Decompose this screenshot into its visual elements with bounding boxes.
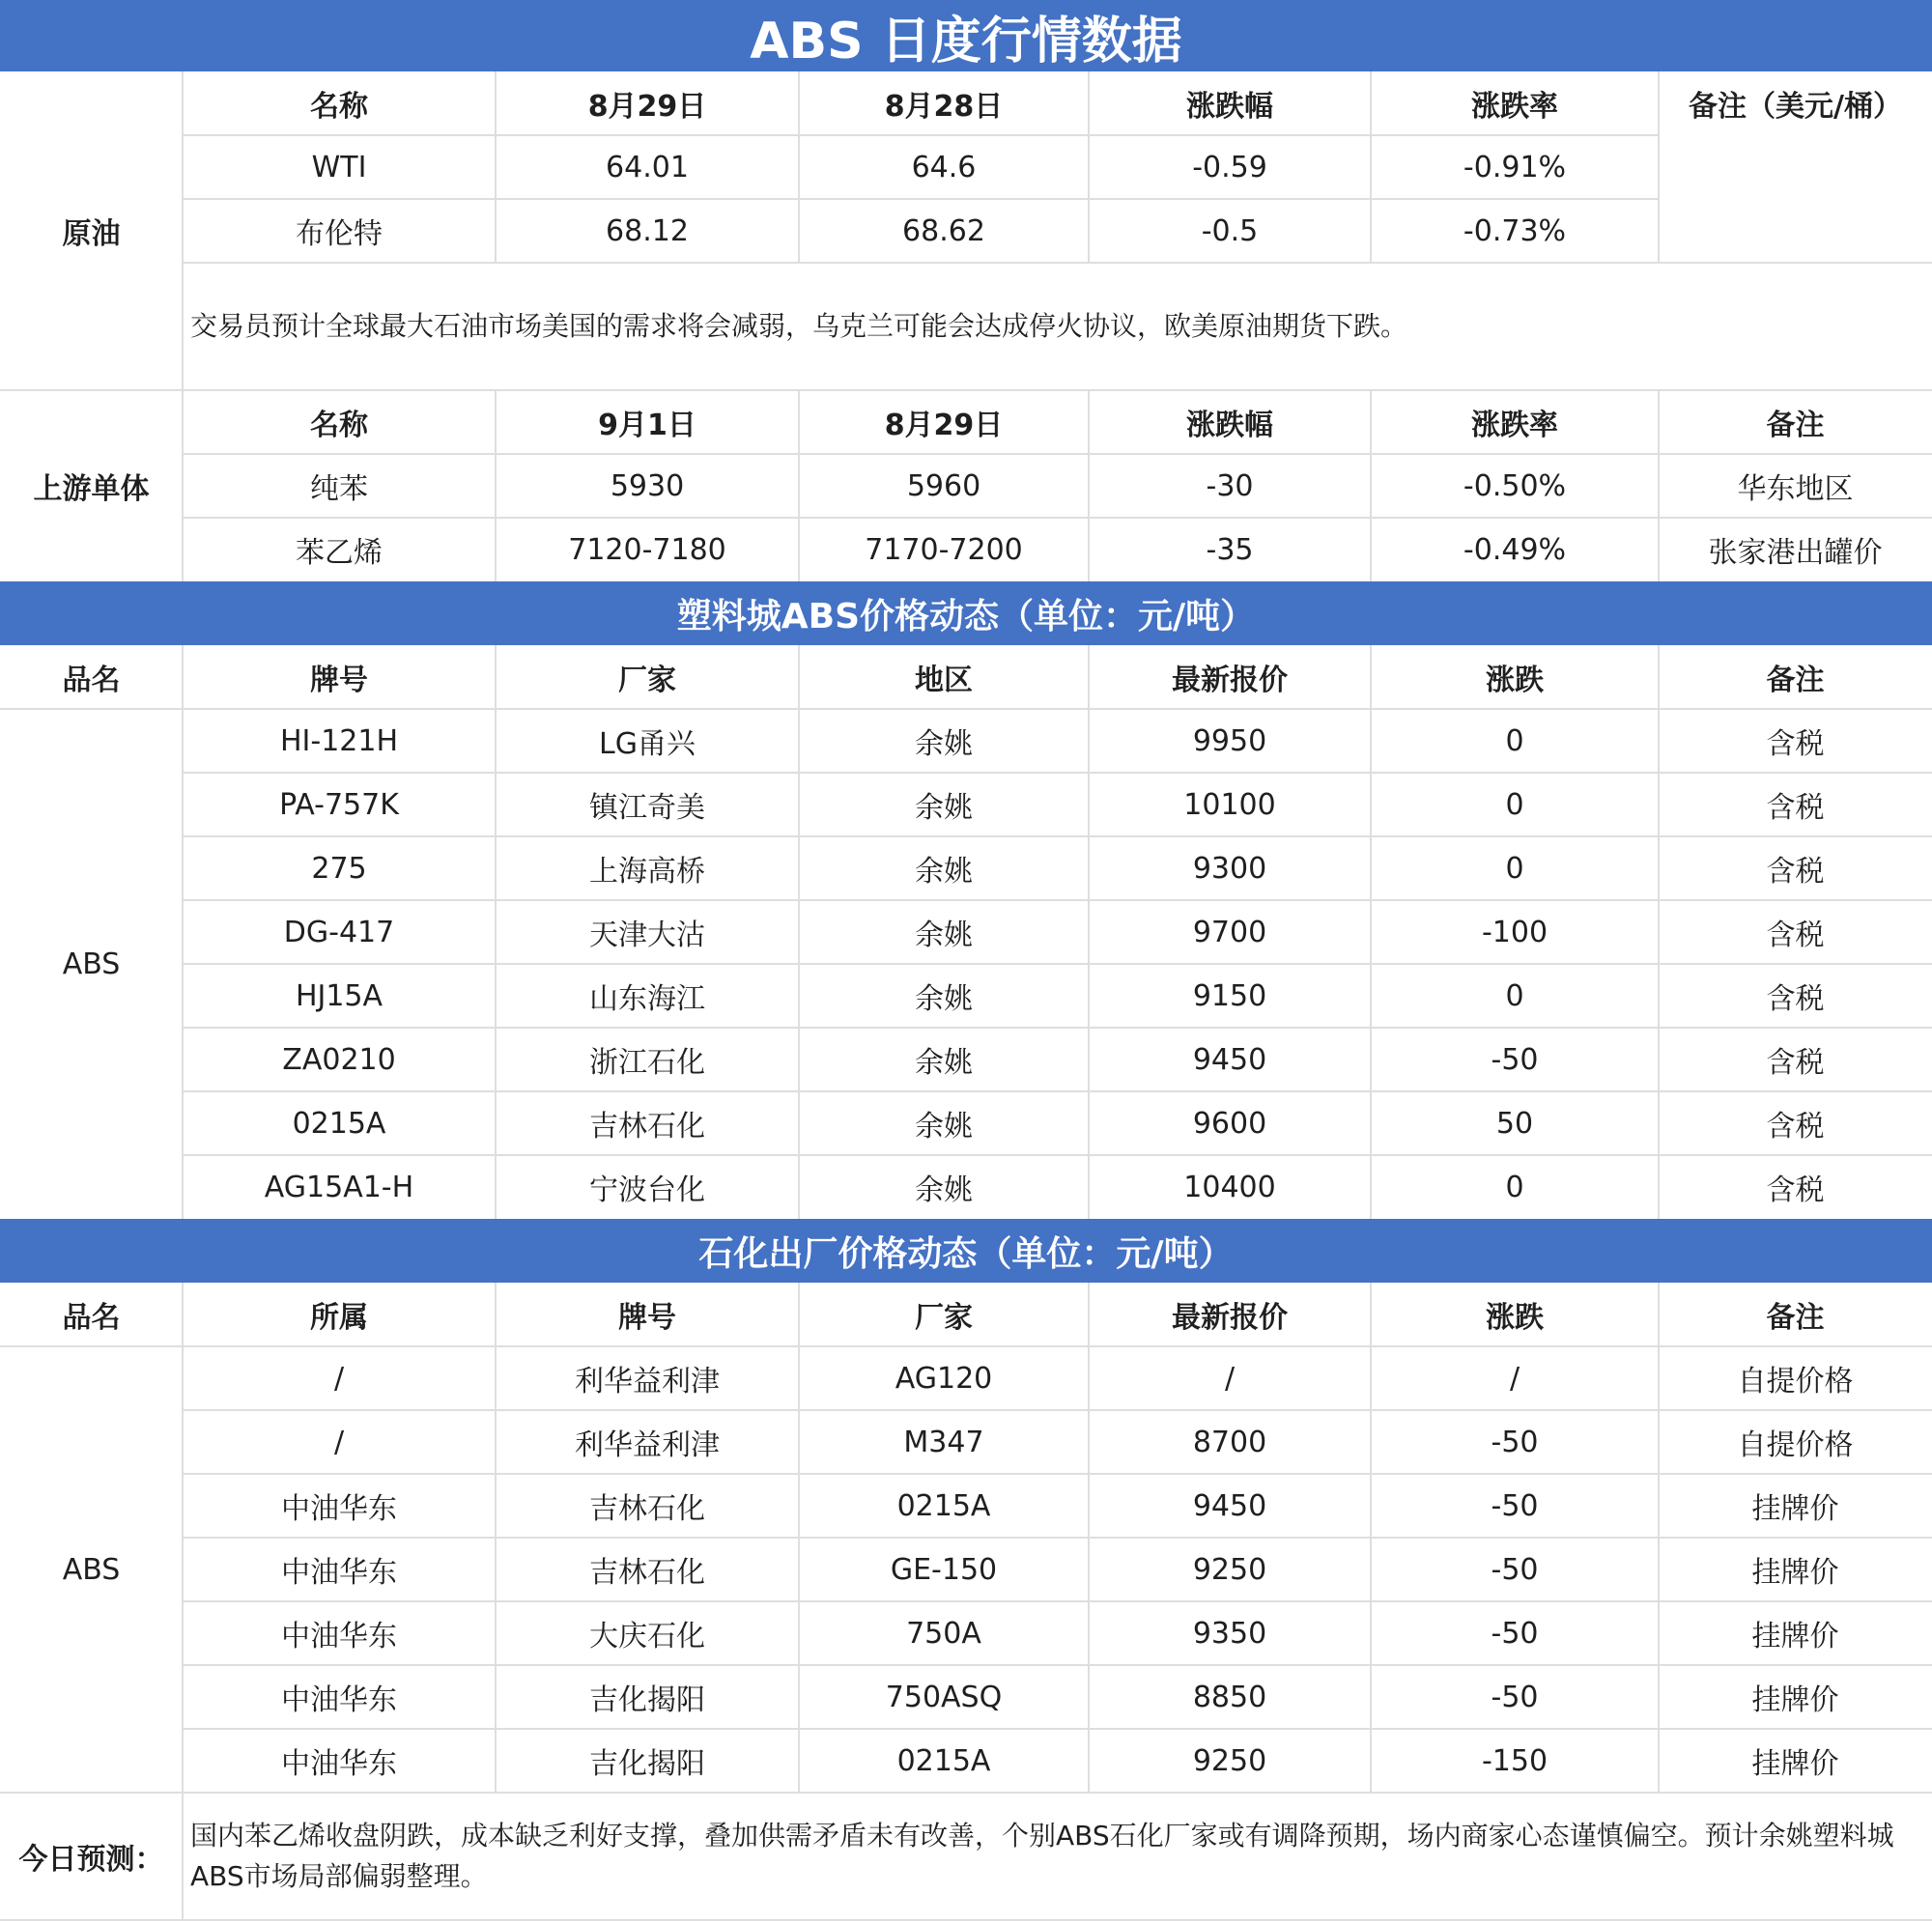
forecast-label: 今日预测： (18, 1843, 164, 1877)
grid-line-v (798, 390, 800, 581)
upstream-cell: -35 (1206, 532, 1254, 567)
crude-cell: 64.6 (911, 150, 977, 184)
grid-line-h (183, 1473, 1932, 1475)
plastic-cell: AG15A1-H (264, 1170, 414, 1204)
upstream-section-label: 上游单体 (33, 472, 150, 506)
grid-line-h (183, 772, 1932, 774)
plastic-cell: 275 (311, 851, 367, 886)
grid-line-h (183, 1409, 1932, 1411)
upstream-cell: -0.49% (1463, 532, 1567, 567)
crude-header-1: 8月29日 (587, 90, 707, 124)
petrochem-cell: 0215A (896, 1488, 991, 1523)
petrochem-cell: 8700 (1192, 1425, 1267, 1459)
petrochem-cell: 中油华东 (281, 1747, 397, 1781)
petrochem-cell: 中油华东 (281, 1556, 397, 1590)
crude-news-note: 交易员预计全球最大石油市场美国的需求将会减弱，乌克兰可能会达成停火协议，欧美原油期货下跌。 (190, 310, 1408, 342)
plastic-cell: 0 (1505, 978, 1524, 1013)
upstream-header-2: 8月29日 (884, 409, 1004, 442)
petrochem-cell: 9250 (1192, 1552, 1267, 1587)
plastic-product-label: ABS (62, 947, 121, 981)
plastic-header-0: 品名 (62, 664, 121, 697)
upstream-cell: 5930 (610, 468, 685, 503)
plastic-cell: 余姚 (915, 855, 973, 889)
grid-line-v (1658, 1283, 1660, 1793)
petrochem-cell: 挂牌价 (1751, 1683, 1839, 1717)
grid-line-v (1088, 645, 1090, 1219)
grid-line-h (183, 134, 1659, 136)
petrochem-cell: 吉化揭阳 (589, 1683, 705, 1717)
petrochem-cell: 中油华东 (281, 1620, 397, 1653)
plastic-cell: 0215A (292, 1106, 386, 1141)
petrochem-header-1: 所属 (310, 1301, 368, 1335)
grid-line-v (495, 645, 497, 1219)
plastic-cell: 9950 (1192, 723, 1267, 758)
petrochem-cell: 吉林石化 (589, 1556, 705, 1590)
plastic-cell: 0 (1505, 787, 1524, 822)
plastic-cell: 9450 (1192, 1042, 1267, 1077)
grid-line-v (1088, 1283, 1090, 1793)
grid-line-v (495, 71, 497, 263)
petrochem-cell: / (333, 1361, 345, 1396)
grid-line-v (182, 71, 184, 390)
petrochem-cell: 9450 (1192, 1488, 1267, 1523)
plastic-cell: 含税 (1766, 1046, 1825, 1080)
grid-line-v (1658, 645, 1660, 1219)
plastic-cell: 9150 (1192, 978, 1267, 1013)
grid-line-h (183, 708, 1932, 710)
plastic-cell: 余姚 (915, 791, 973, 825)
grid-line-v (182, 645, 184, 1219)
grid-line-h (183, 198, 1659, 200)
plastic-cell: PA-757K (279, 787, 399, 822)
plastic-cell: 含税 (1766, 919, 1825, 952)
crude-header-2: 8月28日 (884, 90, 1004, 124)
grid-line-v (1088, 390, 1090, 581)
plastic-cell: 9300 (1192, 851, 1267, 886)
upstream-cell: -0.50% (1463, 468, 1567, 503)
plastic-header-1: 牌号 (310, 664, 368, 697)
petrochem-cell: 9350 (1192, 1616, 1267, 1651)
petrochem-cell: 吉林石化 (589, 1492, 705, 1526)
upstream-cell: 张家港出罐价 (1708, 536, 1883, 570)
plastic-cell: HI-121H (279, 723, 399, 758)
petrochem-cell: 中油华东 (281, 1492, 397, 1526)
plastic-cell: 上海高桥 (589, 855, 705, 889)
grid-line-h (183, 899, 1932, 901)
crude-cell: WTI (311, 150, 367, 184)
petrochem-cell: M347 (903, 1425, 984, 1459)
grid-line-h (183, 1345, 1932, 1347)
grid-line-v (798, 1283, 800, 1793)
plastic-cell: 9700 (1192, 915, 1267, 949)
upstream-header-1: 9月1日 (598, 409, 696, 442)
plastic-cell: 50 (1495, 1106, 1534, 1141)
petrochem-cell: 吉化揭阳 (589, 1747, 705, 1781)
crude-header-5: 备注（美元/桶） (1689, 90, 1902, 124)
plastic-cell: 吉林石化 (589, 1110, 705, 1144)
plastic-cell: 余姚 (915, 919, 973, 952)
plastic-cell: 含税 (1766, 727, 1825, 761)
petrochem-cell: -50 (1491, 1488, 1539, 1523)
petrochem-header-5: 涨跌 (1486, 1301, 1544, 1335)
upstream-cell: 7120-7180 (568, 532, 726, 567)
grid-line-h (183, 963, 1932, 965)
plastic-cell: 10100 (1183, 787, 1276, 822)
upstream-header-5: 备注 (1766, 409, 1825, 442)
plastic-cell: ZA0210 (282, 1042, 396, 1077)
plastic-cell: 浙江石化 (589, 1046, 705, 1080)
plastic-header-3: 地区 (915, 664, 973, 697)
plastic-cell: 0 (1505, 1170, 1524, 1204)
crude-header-3: 涨跌幅 (1186, 90, 1273, 124)
crude-cell: -0.73% (1463, 213, 1567, 248)
grid-line-h (183, 1728, 1932, 1730)
grid-line-h (0, 1919, 1932, 1921)
upstream-cell: -30 (1206, 468, 1254, 503)
grid-line-h (183, 1600, 1932, 1602)
petrochem-cell: 挂牌价 (1751, 1556, 1839, 1590)
plastic-cell: 9600 (1192, 1106, 1267, 1141)
grid-line-v (182, 1283, 184, 1793)
upstream-header-0: 名称 (310, 409, 368, 442)
plastic-cell: 含税 (1766, 982, 1825, 1016)
petrochem-cell: 挂牌价 (1751, 1747, 1839, 1781)
crude-cell: -0.91% (1463, 150, 1567, 184)
plastic-cell: 余姚 (915, 1110, 973, 1144)
upstream-header-4: 涨跌率 (1471, 409, 1558, 442)
crude-cell: -0.5 (1201, 213, 1259, 248)
plastic-header-5: 涨跌 (1486, 664, 1544, 697)
crude-cell: 68.62 (902, 213, 985, 248)
grid-line-h (183, 835, 1932, 837)
petrochem-cell: 750ASQ (885, 1680, 1003, 1714)
petrochem-cell: 自提价格 (1737, 1428, 1854, 1462)
grid-line-h (183, 1154, 1932, 1156)
grid-line-h (183, 1090, 1932, 1092)
plastic-cell: 余姚 (915, 1046, 973, 1080)
plastic-cell: 天津大沽 (589, 919, 705, 952)
grid-line-v (182, 390, 184, 581)
grid-line-v (495, 390, 497, 581)
petrochem-cell: 9250 (1192, 1743, 1267, 1778)
plastic-cell: -50 (1491, 1042, 1539, 1077)
grid-line-v (182, 1793, 184, 1920)
grid-line-v (798, 645, 800, 1219)
upstream-cell: 苯乙烯 (296, 536, 383, 570)
grid-line-h (183, 1027, 1932, 1029)
grid-line-h (183, 517, 1932, 519)
plastic-cell: 宁波台化 (589, 1173, 705, 1207)
grid-line-v (1658, 71, 1660, 263)
crude-header-4: 涨跌率 (1471, 90, 1558, 124)
petrochem-cell: 挂牌价 (1751, 1620, 1839, 1653)
grid-line-v (798, 71, 800, 263)
crude-cell: 布伦特 (296, 217, 383, 251)
plastic-cell: 余姚 (915, 727, 973, 761)
plastic-cell: 含税 (1766, 1110, 1825, 1144)
forecast-text: 国内苯乙烯收盘阴跌，成本缺乏利好支撑，叠加供需矛盾未有改善，个别ABS石化厂家或有调降预期，场内商家心态谨慎偏空。预计余姚塑料城ABS市场局部偏弱整理。 (190, 1820, 1894, 1892)
petrochem-cell: / (333, 1425, 345, 1459)
plastic-cell: 镇江奇美 (589, 791, 705, 825)
petrochem-cell: 8850 (1192, 1680, 1267, 1714)
plastic-cell: -100 (1481, 915, 1548, 949)
plastic-cell: 余姚 (915, 1173, 973, 1207)
plastic-cell: DG-417 (283, 915, 395, 949)
grid-line-v (1370, 71, 1372, 263)
petrochem-cell: 大庆石化 (589, 1620, 705, 1653)
grid-line-v (495, 1283, 497, 1793)
grid-line-h (183, 1537, 1932, 1539)
petrochem-cell: -150 (1481, 1743, 1548, 1778)
plastic-cell: 10400 (1183, 1170, 1276, 1204)
petrochem-cell: AG120 (895, 1361, 993, 1396)
upstream-cell: 纯苯 (310, 472, 368, 506)
plastic-cell: LG甬兴 (599, 727, 696, 761)
petrochem-product-label: ABS (62, 1552, 121, 1587)
grid-line-v (1088, 71, 1090, 263)
petrochem-cell: -50 (1491, 1616, 1539, 1651)
crude-header-0: 名称 (310, 90, 368, 124)
petrochem-cell: GE-150 (890, 1552, 998, 1587)
petrochem-cell: / (1509, 1361, 1520, 1396)
plastic-cell: 余姚 (915, 982, 973, 1016)
plastic-cell: 含税 (1766, 855, 1825, 889)
plastic-header-6: 备注 (1766, 664, 1825, 697)
upstream-cell: 华东地区 (1737, 472, 1854, 506)
petrochem-header-6: 备注 (1766, 1301, 1825, 1335)
upstream-header-3: 涨跌幅 (1186, 409, 1273, 442)
petrochem-header-3: 厂家 (915, 1301, 973, 1335)
crude-cell: 68.12 (606, 213, 689, 248)
grid-line-h (183, 262, 1932, 264)
grid-line-h (183, 1664, 1932, 1666)
petrochem-cell: 利华益利津 (575, 1428, 720, 1462)
petrochem-cell: 利华益利津 (575, 1365, 720, 1399)
petrochem-cell: -50 (1491, 1552, 1539, 1587)
petrochem-header-2: 牌号 (618, 1301, 676, 1335)
page-title: ABS 日度行情数据 (0, 0, 1932, 71)
crude-section-label: 原油 (62, 217, 121, 251)
plastic-cell: 0 (1505, 723, 1524, 758)
plastic-header-2: 厂家 (618, 664, 676, 697)
petrochem-cell: -50 (1491, 1680, 1539, 1714)
upstream-cell: 5960 (906, 468, 981, 503)
petrochem-header-0: 品名 (62, 1301, 121, 1335)
petrochem-header-4: 最新报价 (1172, 1301, 1288, 1335)
petrochem-cell: / (1224, 1361, 1236, 1396)
grid-line-h (0, 1345, 183, 1347)
crude-cell: 64.01 (606, 150, 689, 184)
grid-line-h (183, 453, 1932, 455)
upstream-cell: 7170-7200 (865, 532, 1023, 567)
grid-line-v (1370, 390, 1372, 581)
crude-cell: -0.59 (1192, 150, 1267, 184)
grid-line-v (1370, 1283, 1372, 1793)
petrochem-cell: 中油华东 (281, 1683, 397, 1717)
petrochem-cell: 自提价格 (1737, 1365, 1854, 1399)
grid-line-v (1370, 645, 1372, 1219)
petrochem-cell: 750A (906, 1616, 981, 1651)
plastic-cell: 含税 (1766, 1173, 1825, 1207)
plastic-cell: HJ15A (295, 978, 384, 1013)
petrochem-cell: 0215A (896, 1743, 991, 1778)
plastic-cell: 山东海江 (589, 982, 705, 1016)
plastic-cell: 0 (1505, 851, 1524, 886)
plastic-header-4: 最新报价 (1172, 664, 1288, 697)
plastic-cell: 含税 (1766, 791, 1825, 825)
plastic-city-band: 塑料城ABS价格动态（单位：元/吨） (0, 581, 1932, 645)
petrochem-band: 石化出厂价格动态（单位：元/吨） (0, 1219, 1932, 1283)
grid-line-h (0, 708, 183, 710)
petrochem-cell: 挂牌价 (1751, 1492, 1839, 1526)
grid-line-v (1658, 390, 1660, 581)
petrochem-cell: -50 (1491, 1425, 1539, 1459)
